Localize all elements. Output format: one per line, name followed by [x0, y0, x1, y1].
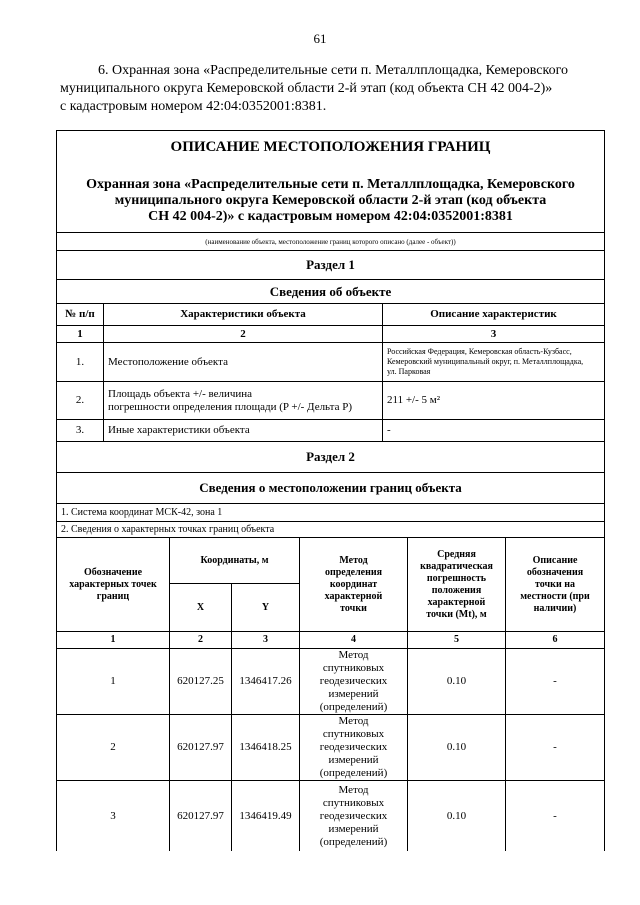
- method-line: спутниковых: [322, 662, 385, 674]
- header-line: погрешность: [426, 572, 487, 584]
- coord-system-row: [57, 504, 604, 522]
- name-line: погрешности определения площади (P +/- Дельта P): [108, 400, 353, 413]
- table-row: [57, 781, 604, 851]
- header-line: точки на: [535, 578, 575, 590]
- index-cell: 1: [110, 633, 116, 645]
- header-line: границ: [96, 590, 130, 602]
- point-x: 620127.97: [169, 781, 231, 851]
- method-line: измерений: [328, 822, 379, 835]
- object-name: [57, 177, 604, 225]
- header-line: Описание: [532, 554, 578, 566]
- description-line: Кемеровский муниципальный округ, п. Металлплощадка,: [387, 357, 584, 366]
- point-id: 2: [110, 741, 116, 753]
- col-num-header: № п/п: [65, 308, 95, 320]
- characteristic-description: [382, 343, 604, 381]
- method-line: геодезических: [319, 675, 388, 687]
- point-y: 1346417.26: [231, 649, 299, 714]
- document-title: ОПИСАНИЕ МЕСТОПОЛОЖЕНИЯ ГРАНИЦ: [170, 139, 491, 155]
- characteristic-description: 211 +/- 5 м²: [382, 382, 604, 419]
- header-point-designation: [57, 538, 169, 631]
- header-line: определения: [324, 566, 383, 578]
- method-line: (определений): [319, 701, 388, 713]
- name-line: Площадь объекта +/- величина: [108, 387, 253, 400]
- point-y: 1346419.49: [231, 781, 299, 851]
- method-line: измерений: [328, 688, 379, 700]
- section1-title: Раздел 1: [306, 257, 355, 272]
- header-line: Обозначение: [83, 566, 143, 578]
- point-id: 1: [110, 675, 116, 687]
- header-y: Y: [231, 584, 299, 631]
- point-x: 620127.97: [169, 715, 231, 780]
- header-line: характерной: [427, 596, 486, 608]
- index-cell: 2: [169, 631, 231, 648]
- object-name-line: Охранная зона «Распределительные сети п. Металлплощадка, Кемеровского: [86, 177, 575, 192]
- point-mt: 0.10: [407, 781, 505, 851]
- section2-title: Раздел 2: [306, 449, 355, 464]
- method-line: Метод: [338, 783, 369, 796]
- caption-row: [57, 233, 604, 251]
- header-line: Метод: [339, 554, 368, 566]
- method-line: (определений): [319, 767, 388, 779]
- intro-line: муниципального округа Кемеровской области 2-й этап (код объекта СН 42 004-2)»: [60, 81, 553, 96]
- row-number: 1.: [75, 355, 85, 368]
- header-line: квадратическая: [420, 560, 493, 572]
- point-y: 1346418.25: [231, 715, 299, 780]
- point-id: 3: [110, 809, 116, 822]
- points-index-row: [57, 631, 604, 649]
- description-line: Российская Федерация, Кемеровская область-Кузбасс,: [387, 347, 572, 356]
- header-line: координат: [329, 578, 378, 590]
- section1-title-row: [57, 251, 604, 280]
- index-cell: 5: [407, 631, 505, 648]
- section2-subtitle: Сведения о местоположении границ объекта: [199, 480, 462, 495]
- section1-header-row: [57, 304, 604, 326]
- table-row: [57, 343, 604, 382]
- page-number: 61: [313, 31, 327, 46]
- method-line: спутниковых: [322, 796, 385, 809]
- index-cell: 3: [382, 326, 604, 342]
- point-description: -: [505, 649, 604, 714]
- point-mt: 0.10: [407, 715, 505, 780]
- section1-subtitle: Сведения об объекте: [269, 283, 392, 299]
- point-description: -: [505, 715, 604, 780]
- header-coordinates: Координаты, м: [169, 538, 299, 584]
- points-header: [57, 538, 604, 631]
- method-line: геодезических: [319, 809, 388, 822]
- intro-line: 6. Охранная зона «Распределительные сети п. Металлплощадка, Кемеровского: [98, 63, 568, 78]
- header-line: характерной: [324, 590, 383, 602]
- header-line: точки (Mt), м: [426, 608, 487, 620]
- table-row: [57, 420, 604, 442]
- header-description: [505, 538, 604, 631]
- header-error: [407, 538, 505, 631]
- point-method: [299, 781, 407, 851]
- object-name-line: муниципального округа Кемеровской области 2-й этап (код объекта: [114, 193, 547, 208]
- point-description: -: [505, 781, 604, 851]
- point-x: 620127.25: [169, 649, 231, 714]
- characteristic-name: [103, 382, 382, 419]
- table-row: [57, 715, 604, 781]
- intro-paragraph: [60, 62, 615, 116]
- characteristic-name: Иные характеристики объекта: [103, 420, 382, 441]
- intro-line: с кадастровым номером 42:04:0352001:8381.: [60, 99, 327, 114]
- index-cell: 6: [505, 631, 604, 648]
- header-line: характерных точек: [69, 578, 157, 590]
- point-method: [299, 715, 407, 780]
- table-row: [57, 649, 604, 715]
- section2-subtitle-row: [57, 473, 604, 504]
- title-block: [57, 131, 604, 233]
- header-line: Средняя: [437, 548, 476, 560]
- col-desc-header: Описание характеристик: [382, 304, 604, 325]
- header-x: X: [169, 584, 231, 631]
- object-caption: (наименование объекта, местоположение границ которого описано (далее - объект)): [205, 237, 456, 246]
- point-method: [299, 649, 407, 714]
- method-line: измерений: [328, 754, 379, 766]
- section1-index-row: [57, 326, 604, 343]
- index-cell: 2: [103, 326, 382, 342]
- points-caption: 2. Сведения о характерных точках границ объекта: [61, 524, 275, 535]
- header-line: наличии): [533, 602, 577, 614]
- header-line: точки: [340, 602, 367, 614]
- boundaries-description-table: [56, 130, 605, 851]
- header-line: местности (при: [520, 590, 590, 602]
- method-line: спутниковых: [322, 728, 385, 740]
- points-caption-row: [57, 522, 604, 538]
- description-line: ул. Парковая: [387, 367, 431, 376]
- index-cell: 1: [77, 327, 83, 340]
- header-line: положения: [431, 584, 482, 596]
- method-line: Метод: [338, 649, 369, 661]
- method-line: (определений): [319, 835, 388, 848]
- section2-title-row: [57, 442, 604, 473]
- col-char-header: Характеристики объекта: [103, 304, 382, 325]
- row-number: 3.: [75, 424, 85, 436]
- table-row: [57, 382, 604, 420]
- row-number: 2.: [75, 394, 85, 406]
- characteristic-name: Местоположение объекта: [103, 343, 382, 381]
- header-line: обозначения: [526, 566, 584, 578]
- index-cell: 3: [231, 631, 299, 648]
- header-method: [299, 538, 407, 631]
- method-line: Метод: [338, 715, 369, 727]
- coordinate-system: 1. Система координат МСК-42, зона 1: [61, 507, 223, 518]
- object-name-line: СН 42 004-2)» с кадастровым номером 42:04:0352001:8381: [148, 209, 513, 224]
- point-mt: 0.10: [407, 649, 505, 714]
- characteristic-description: -: [382, 420, 604, 441]
- method-line: геодезических: [319, 741, 388, 753]
- index-cell: 4: [299, 631, 407, 648]
- section1-subtitle-row: [57, 280, 604, 304]
